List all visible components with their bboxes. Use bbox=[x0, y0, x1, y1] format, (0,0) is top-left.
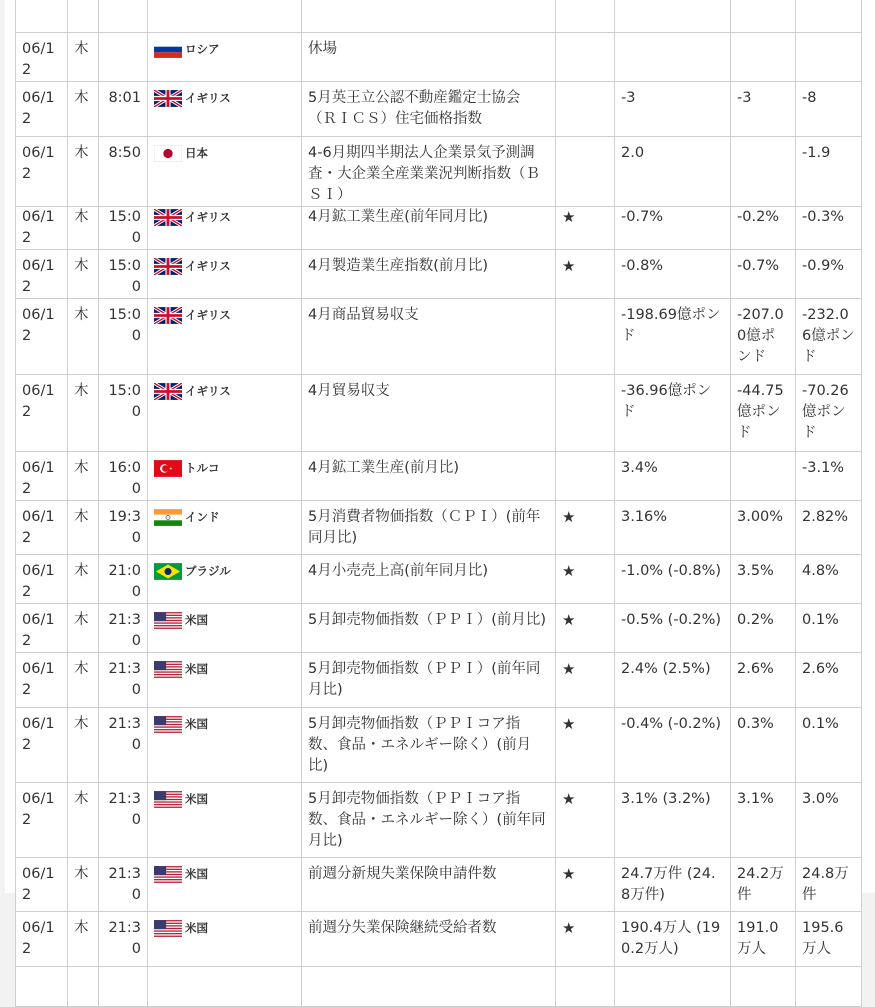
event-importance: ★ bbox=[556, 783, 615, 858]
event-importance bbox=[556, 137, 615, 207]
event-importance bbox=[556, 33, 615, 82]
country-name: イギリス bbox=[185, 308, 231, 322]
usa-flag-icon bbox=[154, 791, 182, 808]
event-weekday: 木 bbox=[68, 708, 99, 783]
event-importance bbox=[556, 375, 615, 452]
event-time: 19:30 bbox=[99, 501, 148, 555]
event-country bbox=[148, 501, 302, 555]
event-country bbox=[148, 0, 302, 33]
country-name: イギリス bbox=[185, 210, 231, 224]
event-result: -1.0% (-0.8%) bbox=[615, 555, 731, 604]
event-weekday: 木 bbox=[68, 33, 99, 82]
event-time: 21:30 bbox=[99, 783, 148, 858]
event-previous: -3.1% bbox=[796, 452, 862, 501]
uk-flag-icon bbox=[154, 209, 182, 226]
event-previous: 3.0% bbox=[796, 783, 862, 858]
country-name: 米国 bbox=[185, 662, 208, 676]
usa-flag-icon bbox=[154, 661, 182, 678]
event-date: 06/12 bbox=[16, 33, 68, 82]
uk-flag-icon bbox=[154, 307, 182, 324]
event-previous: 0.1% bbox=[796, 708, 862, 783]
event-row bbox=[16, 0, 862, 33]
event-importance: ★ bbox=[556, 708, 615, 783]
event-indicator: 前週分失業保険継続受給者数 bbox=[302, 912, 556, 967]
event-previous bbox=[796, 0, 862, 33]
event-importance: ★ bbox=[556, 501, 615, 555]
event-forecast: 3.1% bbox=[731, 783, 796, 858]
event-forecast bbox=[731, 137, 796, 207]
event-weekday: 木 bbox=[68, 858, 99, 912]
country-name: ロシア bbox=[185, 42, 220, 56]
event-indicator: 4月製造業生産指数(前月比) bbox=[302, 250, 556, 299]
event-previous: 0.1% bbox=[796, 604, 862, 653]
usa-flag-icon bbox=[154, 612, 182, 629]
event-time: 21:00 bbox=[99, 555, 148, 604]
event-result: -0.5% (-0.2%) bbox=[615, 604, 731, 653]
event-previous: -1.9 bbox=[796, 137, 862, 207]
india-flag-icon bbox=[154, 509, 182, 526]
event-previous: 195.6万人 bbox=[796, 912, 862, 967]
country-name: 米国 bbox=[185, 867, 208, 881]
event-country bbox=[148, 967, 302, 1007]
event-forecast: 0.2% bbox=[731, 604, 796, 653]
event-weekday: 木 bbox=[68, 207, 99, 250]
event-indicator: 休場 bbox=[302, 33, 556, 82]
event-row bbox=[16, 555, 862, 604]
event-date: 06/12 bbox=[16, 783, 68, 858]
event-country bbox=[148, 912, 302, 967]
event-previous: 2.6% bbox=[796, 653, 862, 708]
event-forecast: -3 bbox=[731, 82, 796, 137]
turkey-flag-icon bbox=[154, 460, 182, 477]
event-indicator: 5月卸売物価指数（ＰＰＩコア指数、食品・エネルギー除く）(前年同月比) bbox=[302, 783, 556, 858]
event-importance: ★ bbox=[556, 555, 615, 604]
event-date: 06/12 bbox=[16, 653, 68, 708]
event-time: 8:01 bbox=[99, 82, 148, 137]
event-date: 06/12 bbox=[16, 375, 68, 452]
country-name: イギリス bbox=[185, 384, 231, 398]
event-weekday: 木 bbox=[68, 653, 99, 708]
event-result: 24.7万件 (24.8万件) bbox=[615, 858, 731, 912]
event-importance bbox=[556, 82, 615, 137]
event-time: 16:00 bbox=[99, 452, 148, 501]
event-time bbox=[99, 33, 148, 82]
event-previous: -232.06億ポンド bbox=[796, 299, 862, 375]
event-result: 3.1% (3.2%) bbox=[615, 783, 731, 858]
country-name: インド bbox=[185, 510, 220, 524]
uk-flag-icon bbox=[154, 258, 182, 275]
event-previous: 24.8万件 bbox=[796, 858, 862, 912]
event-time: 21:30 bbox=[99, 604, 148, 653]
event-row bbox=[16, 452, 862, 501]
event-previous: -8 bbox=[796, 82, 862, 137]
event-forecast: -44.75億ポンド bbox=[731, 375, 796, 452]
event-weekday: 木 bbox=[68, 555, 99, 604]
event-country bbox=[148, 604, 302, 653]
event-importance: ★ bbox=[556, 207, 615, 250]
event-indicator: 4月貿易収支 bbox=[302, 375, 556, 452]
event-weekday: 木 bbox=[68, 501, 99, 555]
event-weekday: 木 bbox=[68, 375, 99, 452]
event-weekday: 木 bbox=[68, 299, 99, 375]
event-importance: ★ bbox=[556, 858, 615, 912]
event-previous: -0.9% bbox=[796, 250, 862, 299]
event-row bbox=[16, 783, 862, 858]
event-row bbox=[16, 912, 862, 967]
economic-calendar-table bbox=[15, 0, 862, 1007]
event-result: -36.96億ポンド bbox=[615, 375, 731, 452]
event-time bbox=[99, 0, 148, 33]
event-forecast: -0.7% bbox=[731, 250, 796, 299]
uk-flag-icon bbox=[154, 90, 182, 107]
event-indicator: 5月卸売物価指数（ＰＰＩコア指数、食品・エネルギー除く）(前月比) bbox=[302, 708, 556, 783]
event-date bbox=[16, 967, 68, 1007]
country-name: トルコ bbox=[185, 461, 220, 475]
event-row bbox=[16, 375, 862, 452]
event-indicator: 前週分新規失業保険申請件数 bbox=[302, 858, 556, 912]
event-country bbox=[148, 299, 302, 375]
brazil-flag-icon bbox=[154, 563, 182, 580]
event-indicator: 4月鉱工業生産(前月比) bbox=[302, 452, 556, 501]
event-previous: -70.26億ポンド bbox=[796, 375, 862, 452]
event-forecast bbox=[731, 967, 796, 1007]
event-date: 06/12 bbox=[16, 912, 68, 967]
event-forecast: 3.5% bbox=[731, 555, 796, 604]
event-row bbox=[16, 250, 862, 299]
event-weekday: 木 bbox=[68, 82, 99, 137]
event-row bbox=[16, 501, 862, 555]
event-weekday: 木 bbox=[68, 137, 99, 207]
event-country bbox=[148, 375, 302, 452]
event-weekday: 木 bbox=[68, 250, 99, 299]
calendar-panel bbox=[5, 0, 875, 957]
event-importance: ★ bbox=[556, 250, 615, 299]
event-weekday bbox=[68, 0, 99, 33]
event-forecast: 0.3% bbox=[731, 708, 796, 783]
event-forecast: 2.6% bbox=[731, 653, 796, 708]
event-date: 06/12 bbox=[16, 207, 68, 250]
country-name: 米国 bbox=[185, 613, 208, 627]
event-row bbox=[16, 967, 862, 1007]
event-indicator: 4-6月期四半期法人企業景気予測調査・大企業全産業業況判断指数（ＢＳＩ） bbox=[302, 137, 556, 207]
event-forecast: 3.00% bbox=[731, 501, 796, 555]
event-previous bbox=[796, 33, 862, 82]
usa-flag-icon bbox=[154, 716, 182, 733]
japan-flag-icon bbox=[154, 145, 182, 162]
event-indicator: 4月鉱工業生産(前年同月比) bbox=[302, 207, 556, 250]
event-country bbox=[148, 207, 302, 250]
event-indicator: 5月卸売物価指数（ＰＰＩ）(前年同月比) bbox=[302, 653, 556, 708]
event-indicator bbox=[302, 967, 556, 1007]
event-importance bbox=[556, 299, 615, 375]
event-result: -0.7% bbox=[615, 207, 731, 250]
usa-flag-icon bbox=[154, 920, 182, 937]
event-weekday bbox=[68, 967, 99, 1007]
country-name: 日本 bbox=[185, 146, 208, 160]
event-forecast bbox=[731, 33, 796, 82]
event-date: 06/12 bbox=[16, 299, 68, 375]
event-row bbox=[16, 207, 862, 250]
event-result: -198.69億ポンド bbox=[615, 299, 731, 375]
event-date: 06/12 bbox=[16, 858, 68, 912]
event-time: 15:00 bbox=[99, 250, 148, 299]
event-date: 06/12 bbox=[16, 137, 68, 207]
event-importance: ★ bbox=[556, 912, 615, 967]
event-time: 15:00 bbox=[99, 299, 148, 375]
event-date: 06/12 bbox=[16, 250, 68, 299]
event-time: 21:30 bbox=[99, 858, 148, 912]
event-previous bbox=[796, 967, 862, 1007]
event-country bbox=[148, 82, 302, 137]
event-forecast: -0.2% bbox=[731, 207, 796, 250]
event-time: 21:30 bbox=[99, 653, 148, 708]
event-time: 15:00 bbox=[99, 207, 148, 250]
event-indicator: 5月消費者物価指数（ＣＰＩ）(前年同月比) bbox=[302, 501, 556, 555]
event-indicator: 4月小売売上高(前年同月比) bbox=[302, 555, 556, 604]
event-time: 21:30 bbox=[99, 708, 148, 783]
event-result bbox=[615, 0, 731, 33]
event-country bbox=[148, 250, 302, 299]
event-date: 06/12 bbox=[16, 708, 68, 783]
event-previous: -0.3% bbox=[796, 207, 862, 250]
event-country bbox=[148, 858, 302, 912]
russia-flag-icon bbox=[154, 41, 182, 58]
event-result: -3 bbox=[615, 82, 731, 137]
country-name: 米国 bbox=[185, 717, 208, 731]
event-result: 2.4% (2.5%) bbox=[615, 653, 731, 708]
event-date bbox=[16, 0, 68, 33]
event-row bbox=[16, 858, 862, 912]
event-indicator: 5月卸売物価指数（ＰＰＩ）(前月比) bbox=[302, 604, 556, 653]
event-result: -0.4% (-0.2%) bbox=[615, 708, 731, 783]
event-country bbox=[148, 452, 302, 501]
event-previous: 2.82% bbox=[796, 501, 862, 555]
event-weekday: 木 bbox=[68, 604, 99, 653]
event-weekday: 木 bbox=[68, 783, 99, 858]
event-country bbox=[148, 33, 302, 82]
event-indicator bbox=[302, 0, 556, 33]
event-date: 06/12 bbox=[16, 82, 68, 137]
country-name: 米国 bbox=[185, 792, 208, 806]
event-time: 8:50 bbox=[99, 137, 148, 207]
event-weekday: 木 bbox=[68, 452, 99, 501]
event-result bbox=[615, 33, 731, 82]
event-row bbox=[16, 604, 862, 653]
country-name: イギリス bbox=[185, 91, 231, 105]
event-importance bbox=[556, 967, 615, 1007]
event-result: -0.8% bbox=[615, 250, 731, 299]
uk-flag-icon bbox=[154, 383, 182, 400]
event-forecast: 191.0万人 bbox=[731, 912, 796, 967]
event-time: 15:00 bbox=[99, 375, 148, 452]
event-date: 06/12 bbox=[16, 452, 68, 501]
country-name: ブラジル bbox=[185, 564, 231, 578]
event-result: 2.0 bbox=[615, 137, 731, 207]
event-result: 3.4% bbox=[615, 452, 731, 501]
event-row bbox=[16, 33, 862, 82]
event-previous: 4.8% bbox=[796, 555, 862, 604]
event-country bbox=[148, 708, 302, 783]
usa-flag-icon bbox=[154, 866, 182, 883]
country-name: イギリス bbox=[185, 259, 231, 273]
event-date: 06/12 bbox=[16, 604, 68, 653]
event-row bbox=[16, 708, 862, 783]
event-weekday: 木 bbox=[68, 912, 99, 967]
event-row bbox=[16, 137, 862, 207]
event-forecast bbox=[731, 0, 796, 33]
event-country bbox=[148, 653, 302, 708]
event-forecast bbox=[731, 452, 796, 501]
event-row bbox=[16, 299, 862, 375]
event-country bbox=[148, 783, 302, 858]
event-time: 21:30 bbox=[99, 912, 148, 967]
event-importance: ★ bbox=[556, 653, 615, 708]
event-result bbox=[615, 967, 731, 1007]
event-row bbox=[16, 653, 862, 708]
event-importance bbox=[556, 452, 615, 501]
event-indicator: 5月英王立公認不動産鑑定士協会（ＲＩＣＳ）住宅価格指数 bbox=[302, 82, 556, 137]
event-result: 190.4万人 (190.2万人) bbox=[615, 912, 731, 967]
country-name: 米国 bbox=[185, 921, 208, 935]
event-row bbox=[16, 82, 862, 137]
event-country bbox=[148, 555, 302, 604]
event-time bbox=[99, 967, 148, 1007]
event-importance bbox=[556, 0, 615, 33]
event-date: 06/12 bbox=[16, 501, 68, 555]
event-forecast: -207.00億ポンド bbox=[731, 299, 796, 375]
event-result: 3.16% bbox=[615, 501, 731, 555]
event-country bbox=[148, 137, 302, 207]
event-forecast: 24.2万件 bbox=[731, 858, 796, 912]
event-indicator: 4月商品貿易収支 bbox=[302, 299, 556, 375]
event-date: 06/12 bbox=[16, 555, 68, 604]
event-importance: ★ bbox=[556, 604, 615, 653]
